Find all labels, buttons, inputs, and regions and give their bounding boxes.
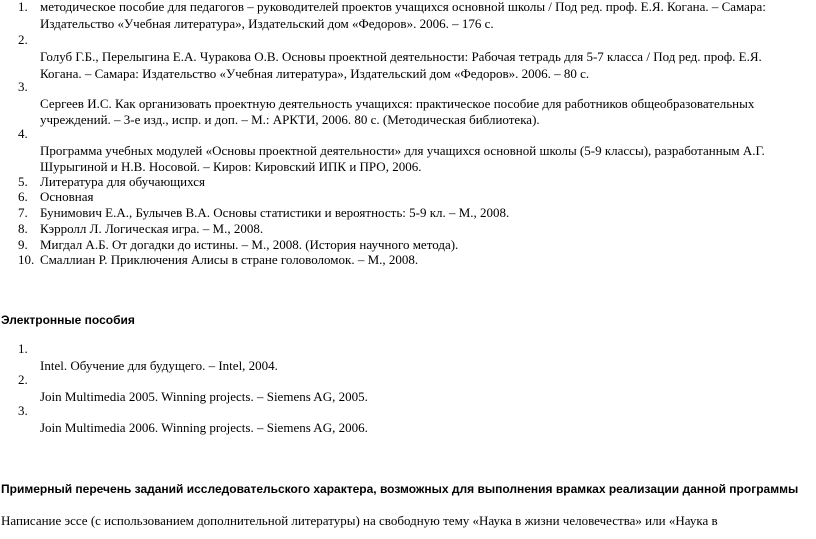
reference-2-line-1: Голуб Г.Б., Перелыгина Е.А. Чуракова О.В. Основы проектной деятельности: Рабочая тетрадь для 5-7 класса / Под ред. проф. Е.Я. (40, 49, 762, 64)
reference-4-line-1: Программа учебных модулей «Основы проектной деятельности» для учащихся основной школы (5-9 классы), разработанным А.Г. (40, 143, 765, 158)
list-number: 6. (18, 189, 28, 204)
list-number: 1. (18, 0, 28, 14)
reference-1-line-1: методическое пособие для педагогов – руководителей проектов учащихся основной школы / Под ред. проф. Е.Я. Когана. – Самара: (40, 0, 766, 14)
reference-1-line-2: Издательство «Учебная литература», Издательский дом «Федоров». 2006. – 176 с. (40, 16, 494, 31)
list-item: Бунимович Е.А., Булычев В.А. Основы статистики и вероятность: 5-9 кл. – М., 2008. (40, 205, 510, 220)
list-item: Основная (40, 189, 94, 204)
list-item: Join Multimedia 2006. Winning projects. – Siemens AG, 2006. (40, 420, 368, 435)
list-number: 10. (18, 252, 35, 267)
reference-3-line-1: Сергеев И.С. Как организовать проектную деятельность учащихся: практическое пособие для работников общеобразовательных (40, 96, 755, 111)
list-item: Мигдал А.Б. От догадки до истины. – М., 2008. (История научного метода). (40, 237, 459, 252)
list-number: 5. (18, 174, 28, 189)
list-number: 2. (18, 32, 28, 47)
list-number: 3. (18, 403, 28, 418)
list-number: 9. (18, 237, 28, 252)
reference-4-line-2: Шурыгиной и Н.В. Носовой. – Киров: Кировский ИПК и ПРО, 2006. (40, 159, 422, 174)
list-item: Join Multimedia 2005. Winning projects. – Siemens AG, 2005. (40, 389, 368, 404)
list-number: 2. (18, 372, 28, 387)
list-number: 7. (18, 205, 28, 220)
reference-2-line-2: Когана. – Самара: Издательство «Учебная литература», Издательский дом «Федоров». 2006. – 80 с. (40, 66, 590, 81)
list-number: 4. (18, 126, 28, 141)
list-item: Смаллиан Р. Приключения Алисы в стране головоломок. – М., 2008. (40, 252, 419, 267)
reference-3-line-2: учреждений. – 3-е изд., испр. и доп. – М.: АРКТИ, 2006. 80 с. (Методическая библиотека). (40, 112, 540, 127)
list-number: 3. (18, 79, 28, 94)
list-item: Кэрролл Л. Логическая игра. – М., 2008. (40, 221, 264, 236)
section-heading: Примерный перечень заданий исследовательского характера, возможных для выполнения врамках реализации данной программы (1, 482, 799, 496)
list-item: Литература для обучающихся (40, 174, 206, 189)
section-heading: Электронные пособия (1, 313, 135, 327)
paragraph: Написание эссе (с использованием дополнительной литературы) на свободную тему «Наука в жизни человечества» или «Наука в (1, 513, 718, 528)
list-number: 8. (18, 221, 28, 236)
list-item: Intel. Обучение для будущего. – Intel, 2004. (40, 358, 278, 373)
list-number: 1. (18, 341, 28, 356)
